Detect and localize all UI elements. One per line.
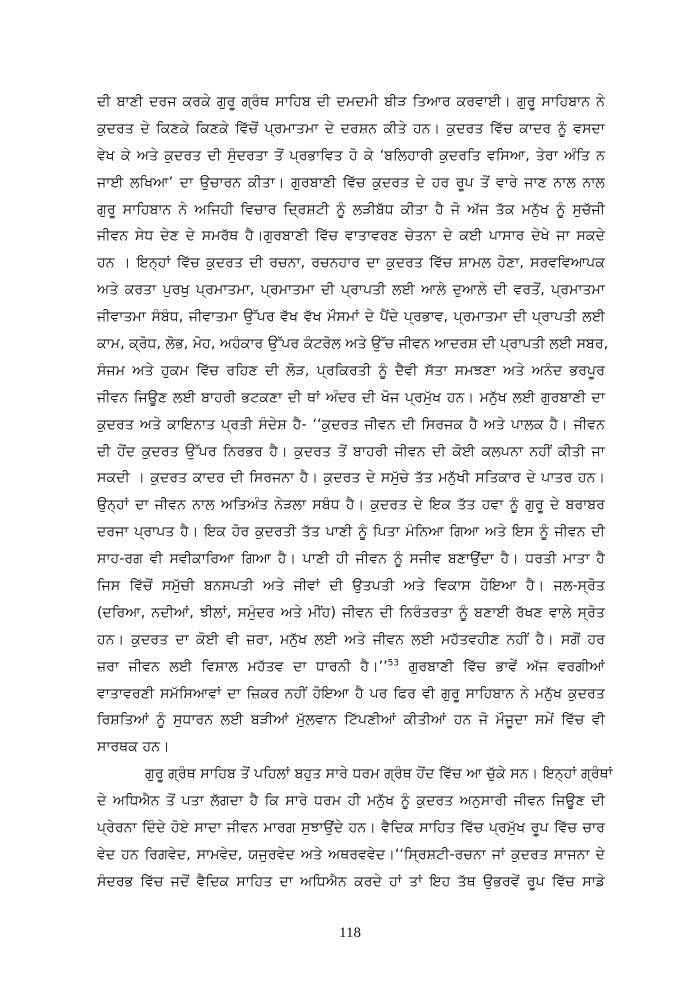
- body-text: [97, 89, 613, 896]
- text-line: ਦਰਜਾ ਪ੍ਰਾਪਤ ਹੈ। ਇਕ ਹੋਰ ਕੁਦਰਤੀ ਤੱਤ ਪਾਣੀ ਨੂੰ ਪਿਤਾ ਮੰਨਿਆ ਗਿਆ ਅਤੇ ਇਸ ਨੂੰ ਜੀਵਨ ਦੀ: [97, 524, 605, 541]
- text-line: ਦੀ ਹੋਂਦ ਕੁਦਰਤ ਉੱਪਰ ਨਿਰਭਰ ਹੈ। ਕੁਦਰਤ ਤੋਂ ਬਾਹਰੀ ਜੀਵਨ ਦੀ ਕੋਈ ਕਲਪਨਾ ਨਹੀਂ ਕੀਤੀ ਜਾ: [97, 443, 605, 460]
- text-line-with-footnote: [97, 654, 605, 681]
- text-line: ਹਨ । ਇਨ੍ਹਾਂ ਵਿੱਚ ਕੁਦਰਤ ਦੀ ਰਚਨਾ, ਰਚਨਹਾਰ ਦਾ ਕੁਦਰਤ ਵਿੱਚ ਸ਼ਾਮਲ ਹੋਣਾ, ਸਰਵਵਿਆਪਕ: [97, 255, 605, 272]
- text-line: ਦੇ ਅਧਿਐਨ ਤੋਂ ਪਤਾ ਲੱਗਦਾ ਹੈ ਕਿ ਸਾਰੇ ਧਰਮ ਹੀ ਮਨੁੱਖ ਨੂੰ ਕੁਦਰਤ ਅਨੁਸਾਰੀ ਜੀਵਨ ਜਿਊਣ ਦੀ: [97, 793, 605, 810]
- text-line: ਸਾਹ-ਰਗ ਵੀ ਸਵੀਕਾਰਿਆ ਗਿਆ ਹੈ। ਪਾਣੀ ਹੀ ਜੀਵਨ ਨੂੰ ਸਜੀਵ ਬਣਾਉਂਦਾ ਹੈ। ਧਰਤੀ ਮਾਤਾ ਹੈ: [97, 551, 605, 568]
- text-line: ਸੰਦਰਭ ਵਿੱਚ ਜਦੋਂ ਵੈਦਿਕ ਸਾਹਿਤ ਦਾ ਅਧਿਐਨ ਕਰਦੇ ਹਾਂ ਤਾਂ ਇਹ ਤੱਥ ਉਭਰਵੇਂ ਰੂਪ ਵਿੱਚ ਸਾਡੇ: [97, 873, 605, 890]
- text-line: ਸਕਦੀ । ਕੁਦਰਤ ਕਾਦਰ ਦੀ ਸਿਰਜਨਾ ਹੈ। ਕੁਦਰਤ ਦੇ ਸਮੁੱਚੇ ਤੱਤ ਮਨੁੱਖੀ ਸਤਿਕਾਰ ਦੇ ਪਾਤਰ ਹਨ।: [97, 470, 605, 487]
- text-line: ਦੀ ਬਾਣੀ ਦਰਜ ਕਰਕੇ ਗੁਰੂ ਗ੍ਰੰਥ ਸਾਹਿਬ ਦੀ ਦਮਦਮੀ ਬੀੜ ਤਿਆਰ ਕਰਵਾਈ। ਗੁਰੂ ਸਾਹਿਬਾਨ ਨੇ: [97, 94, 605, 110]
- paragraph-end-line: ਸਾਰਥਕ ਹਨ।: [97, 739, 170, 756]
- text-line: ਜੀਵਨ ਜਿਊਣ ਲਈ ਬਾਹਰੀ ਭਟਕਣਾ ਦੀ ਥਾਂ ਅੰਦਰ ਦੀ ਖੋਜ ਪ੍ਰਮੁੱਖ ਹਨ। ਮਨੁੱਖ ਲਈ ਗੁਰਬਾਣੀ ਦਾ: [97, 389, 605, 406]
- text-line: ਗੁਰੂ ਸਾਹਿਬਾਨ ਨੇ ਅਜਿਹੀ ਵਿਚਾਰ ਦ੍ਰਿਸ਼ਟੀ ਨੂੰ ਲੜੀਬੱਧ ਕੀਤਾ ਹੈ ਜੋ ਅੱਜ ਤੱਕ ਮਨੁੱਖ ਨੂੰ ਸੁਚੱਜੀ: [97, 201, 605, 218]
- text-line: ਰਿਸ਼ਤਿਆਂ ਨੂੰ ਸੁਧਾਰਨ ਲਈ ਬੜੀਆਂ ਮੁੱਲਵਾਨ ਟਿੱਪਣੀਆਂ ਕੀਤੀਆਂ ਹਨ ਜੋ ਮੌਜੂਦਾ ਸਮੇਂ ਵਿੱਚ ਵੀ: [97, 712, 605, 729]
- text-line: ਵਾਤਾਵਰਣੀ ਸਮੱਸਿਆਵਾਂ ਦਾ ਜ਼ਿਕਰ ਨਹੀਂ ਹੋਇਆ ਹੈ ਪਰ ਫਿਰ ਵੀ ਗੁਰੂ ਸਾਹਿਬਾਨ ਨੇ ਮਨੁੱਖ ਕੁਦਰਤ: [97, 685, 605, 702]
- text-line: ਜਿਸ ਵਿੱਚੋਂ ਸਮੁੱਚੀ ਬਨਸਪਤੀ ਅਤੇ ਜੀਵਾਂ ਦੀ ਉਤਪਤੀ ਅਤੇ ਵਿਕਾਸ ਹੋਇਆ ਹੈ। ਜਲ-ਸ੍ਰੋਤ: [97, 578, 605, 595]
- text-line: ਜੀਵਾਤਮਾ ਸੰਬੰਧ, ਜੀਵਾਤਮਾ ਉੱਪਰ ਵੱਖ ਵੱਖ ਮੌਸਮਾਂ ਦੇ ਪੈਂਦੇ ਪ੍ਰਭਾਵ, ਪ੍ਰਮਾਤਮਾ ਦੀ ਪ੍ਰਾਪਤੀ ਲਈ: [97, 309, 605, 326]
- text-line: ਕਾਮ, ਕ੍ਰੋਧ, ਲੋਭ, ਮੋਹ, ਅਹੰਕਾਰ ਉੱਪਰ ਕੰਟਰੋਲ ਅਤੇ ਉੱਚ ਜੀਵਨ ਆਦਰਸ਼ ਦੀ ਪ੍ਰਾਪਤੀ ਲਈ ਸਬਰ,: [97, 336, 609, 353]
- text-line: ਜੀਵਨ ਸੇਧ ਦੇਣ ਦੇ ਸਮਰੱਥ ਹੈ।ਗੁਰਬਾਣੀ ਵਿੱਚ ਵਾਤਾਵਰਣ ਚੇਤਨਾ ਦੇ ਕਈ ਪਾਸਾਰ ਦੇਖੇ ਜਾ ਸਕਦੇ: [97, 228, 605, 245]
- text-line: ਕੁਦਰਤ ਦੇ ਕਿਣਕੇ ਕਿਣਕੇ ਵਿੱਚੋਂ ਪ੍ਰਮਾਤਮਾ ਦੇ ਦਰਸ਼ਨ ਕੀਤੇ ਹਨ। ਕੁਦਰਤ ਵਿੱਚ ਕਾਦਰ ਨੂੰ ਵਸਦਾ: [97, 120, 605, 137]
- text-segment: ਜ਼ਰਾ ਜੀਵਨ ਲਈ ਵਿਸ਼ਾਲ ਮਹੱਤਵ ਦਾ ਧਾਰਨੀ ਹੈ।’’: [97, 658, 388, 675]
- text-line: ਪ੍ਰੇਰਨਾ ਦਿੰਦੇ ਹੋਏ ਸਾਦਾ ਜੀਵਨ ਮਾਰਗ ਸੁਝਾਉਂਦੇ ਹਨ। ਵੈਦਿਕ ਸਾਹਿਤ ਵਿੱਚ ਪ੍ਰਮੁੱਖ ਰੂਪ ਵਿੱਚ ਚਾਰ: [97, 820, 605, 837]
- text-line: ਅਤੇ ਕਰਤਾ ਪੁਰਖੁ ਪ੍ਰਮਾਤਮਾ, ਪ੍ਰਮਾਤਮਾ ਦੀ ਪ੍ਰਾਪਤੀ ਲਈ ਆਲੇ ਦੁਆਲੇ ਦੀ ਵਰਤੋਂ, ਪ੍ਰਮਾਤਮਾ: [97, 282, 605, 299]
- footnote-reference: 53: [387, 657, 400, 668]
- text-line: ਉਨ੍ਹਾਂ ਦਾ ਜੀਵਨ ਨਾਲ ਅਤਿਅੰਤ ਨੇੜਲਾ ਸਬੰਧ ਹੈ। ਕੁਦਰਤ ਦੇ ਇਕ ਤੱਤ ਹਵਾ ਨੂੰ ਗੁਰੂ ਦੇ ਬਰਾਬਰ: [97, 497, 605, 514]
- text-line: ਵੇਦ ਹਨ ਰਿਗਵੇਦ, ਸਾਮਵੇਦ, ਯਜੁਰਵੇਦ ਅਤੇ ਅਥਰਵਵੇਦ।‘‘ਸ੍ਰਿਸ਼ਟੀ-ਰਚਨਾ ਜਾਂ ਕੁਦਰਤ ਸਾਜਨਾ ਦੇ: [97, 846, 605, 863]
- text-line: ਸੰਜਮ ਅਤੇ ਹੁਕਮ ਵਿੱਚ ਰਹਿਣ ਦੀ ਲੋੜ, ਪ੍ਰਕਿਰਤੀ ਨੂੰ ਦੈਵੀ ਸੱਤਾ ਸਮਝਣਾ ਅਤੇ ਅਨੰਦ ਭਰਪੂਰ: [97, 362, 605, 379]
- page-number: 118: [339, 925, 361, 941]
- text-line: ਕੁਦਰਤ ਅਤੇ ਕਾਇਨਾਤ ਪ੍ਰਤੀ ਸੰਦੇਸ਼ ਹੈ- ‘‘ਕੁਦਰਤ ਜੀਵਨ ਦੀ ਸਿਰਜਕ ਹੈ ਅਤੇ ਪਾਲਕ ਹੈ। ਜੀਵਨ: [97, 416, 605, 433]
- text-line: ਜਾਈ ਲਖਿਆ’ ਦਾ ਉਚਾਰਨ ਕੀਤਾ। ਗੁਰਬਾਣੀ ਵਿੱਚ ਕੁਦਰਤ ਦੇ ਹਰ ਰੂਪ ਤੋਂ ਵਾਰੇ ਜਾਣ ਨਾਲ ਨਾਲ: [97, 174, 605, 191]
- text-line: (ਦਰਿਆ, ਨਦੀਆਂ, ਝੀਲਾਂ, ਸਮੁੰਦਰ ਅਤੇ ਮੀਂਹ) ਜੀਵਨ ਦੀ ਨਿਰੰਤਰਤਾ ਨੂੰ ਬਣਾਈ ਰੱਖਣ ਵਾਲੇ ਸ੍ਰੋਤ: [97, 604, 605, 621]
- paragraph-start-line: ਗੁਰੂ ਗ੍ਰੰਥ ਸਾਹਿਬ ਤੋਂ ਪਹਿਲਾਂ ਬਹੁਤ ਸਾਰੇ ਧਰਮ ਗ੍ਰੰਥ ਹੋਂਦ ਵਿੱਚ ਆ ਚੁੱਕੇ ਸਨ। ਇਨ੍ਹਾਂ ਗ੍ਰੰਥਾਂ: [145, 766, 613, 783]
- text-line: ਵੇਖ ਕੇ ਅਤੇ ਕੁਦਰਤ ਦੀ ਸੁੰਦਰਤਾ ਤੋਂ ਪ੍ਰਭਾਵਿਤ ਹੋ ਕੇ ‘ਬਲਿਹਾਰੀ ਕੁਦਰਤਿ ਵਸਿਆ, ਤੇਰਾ ਅੰਤਿ ਨ: [97, 147, 605, 164]
- text-line: ਹਨ। ਕੁਦਰਤ ਦਾ ਕੋਈ ਵੀ ਜ਼ਰਾ, ਮਨੁੱਖ ਲਈ ਅਤੇ ਜੀਵਨ ਲਈ ਮਹੱਤਵਹੀਣ ਨਹੀਂ ਹੈ। ਸਗੋਂ ਹਰ: [97, 631, 605, 648]
- text-segment: ਗੁਰਬਾਣੀ ਵਿੱਚ ਭਾਵੇਂ ਅੱਜ ਵਰਗੀਆਂ: [399, 658, 605, 675]
